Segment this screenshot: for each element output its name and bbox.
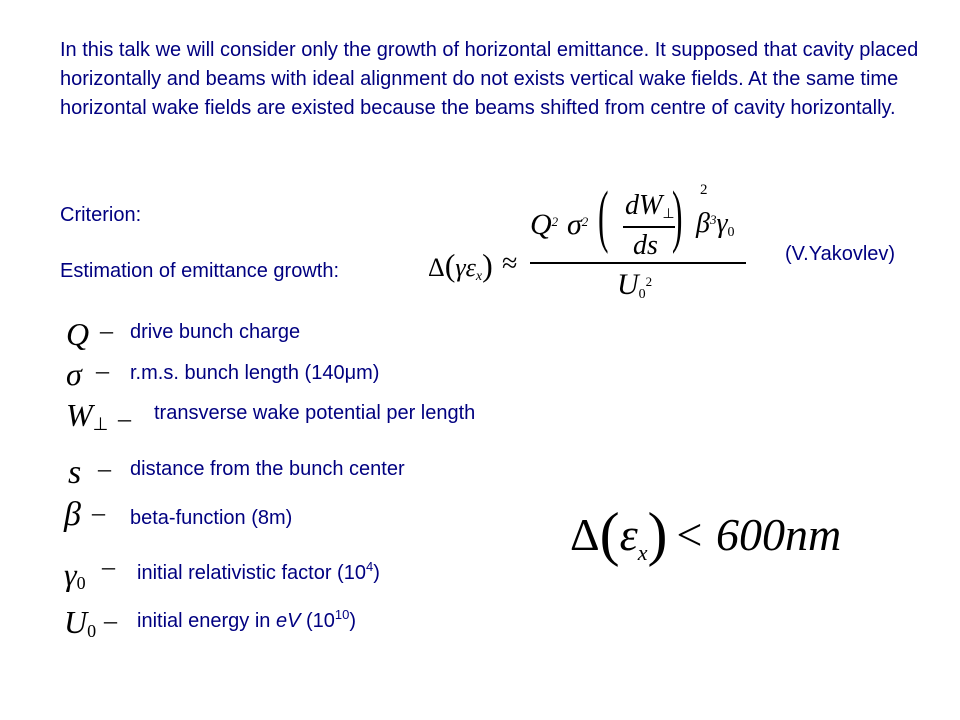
symbol-u0: $U_0$ <box>64 604 97 641</box>
main-fraction-line <box>530 262 746 264</box>
symbol-s: s <box>68 454 82 491</box>
dash-gamma: – <box>102 552 115 581</box>
dash-s: – <box>98 454 111 483</box>
formula-q: $Q^2$ <box>530 208 559 241</box>
right-paren: ) <box>672 178 683 255</box>
estimation-label: Estimation of emittance growth: <box>60 260 340 282</box>
def-s: distance from the bunch center <box>130 458 405 480</box>
dash-u: – <box>104 606 117 635</box>
approx-sign: ≈ <box>502 248 518 279</box>
attribution: (V.Yakovlev) <box>785 243 896 265</box>
left-paren: ( <box>598 178 609 255</box>
def-q: drive bunch charge <box>130 321 301 343</box>
dash-w: – <box>118 404 131 433</box>
inner-fraction-line <box>623 226 675 228</box>
dash-q: – <box>100 316 113 345</box>
formula-lhs: $\Delta(\gamma\varepsilon_x)$ <box>428 247 493 284</box>
formula-sigma: $\sigma^2$ <box>567 208 589 241</box>
def-beta: beta-function (8m) <box>130 507 293 529</box>
symbol-beta: β <box>64 496 81 533</box>
dash-beta: – <box>92 498 105 527</box>
symbol-gamma0: $\gamma_0$ <box>64 556 86 593</box>
outer-square: 2 <box>700 182 708 198</box>
result-inequality: $\Delta(\varepsilon_x) < 600nm$ <box>570 501 842 567</box>
def-w: transverse wake potential per length <box>154 402 476 424</box>
def-u: initial energy in eV $(10^{10})$ <box>137 607 357 632</box>
intro-paragraph: In this talk we will consider only the growth of horizontal emittance. It supposed that cavity placed horizontally and beams with ideal alignment do not exists vertical wake fields. At the same time horizontal wake fields are existed because the beams shifted from centre of cavity horizontally. <box>60 39 919 119</box>
formula-dw: $dW_\perp$ <box>625 190 675 222</box>
formula-beta-gamma: $\beta^3\gamma_0$ <box>696 208 735 240</box>
symbol-sigma: σ <box>66 356 82 392</box>
dash-sigma: – <box>96 356 109 385</box>
symbol-w-perp: $W_\perp$ <box>66 397 109 434</box>
def-gamma: initial relativistic factor $(10^4)$ <box>137 559 380 584</box>
symbol-q: Q <box>66 316 90 352</box>
def-sigma: r.m.s. bunch length (140μm) <box>130 362 380 384</box>
formula-ds: ds <box>633 230 658 261</box>
criterion-label: Criterion: <box>60 204 142 226</box>
formula-u0: $U_0^2$ <box>617 268 653 302</box>
